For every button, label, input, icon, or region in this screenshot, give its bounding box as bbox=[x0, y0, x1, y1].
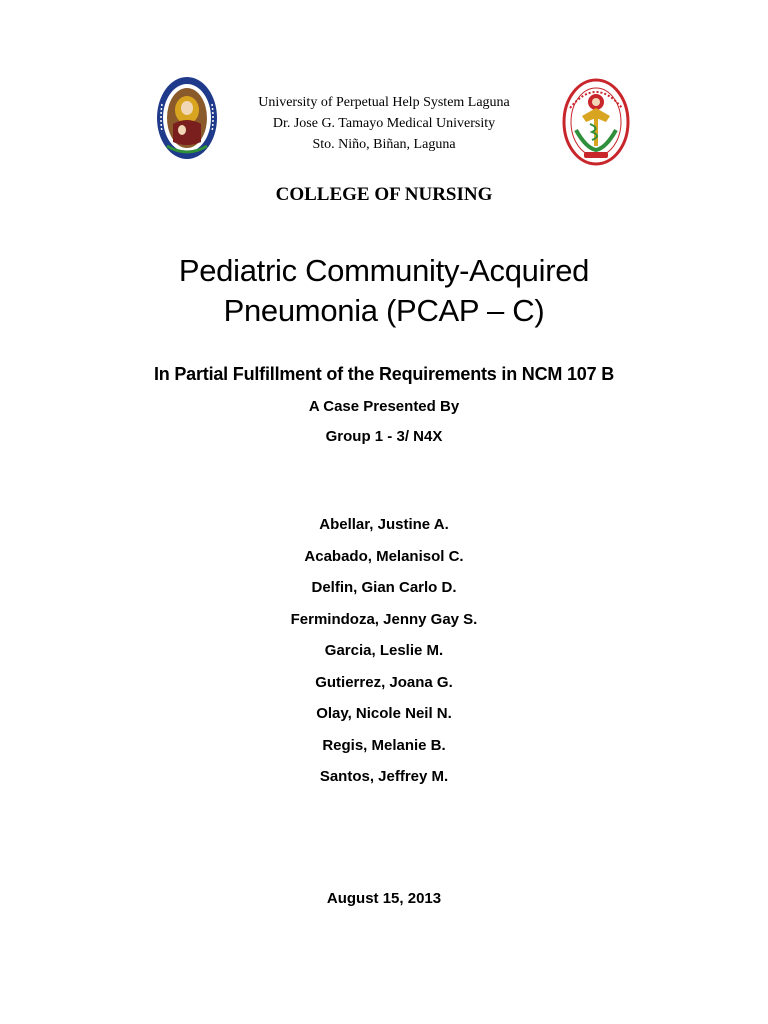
medical-university-seal-icon bbox=[562, 78, 630, 168]
header-university: University of Perpetual Help System Laguna bbox=[258, 95, 510, 110]
member-list bbox=[0, 514, 768, 798]
presented-by: A Case Presented By bbox=[308, 398, 460, 415]
group-label: Group 1 - 3/ N4X bbox=[325, 428, 443, 445]
document-date: August 15, 2013 bbox=[326, 890, 442, 907]
member-name: Regis, Melanie B. bbox=[322, 736, 446, 754]
member-name: Acabado, Melanisol C. bbox=[304, 547, 464, 565]
title-line-1: Pediatric Community-Acquired bbox=[178, 253, 590, 288]
fulfillment-statement: In Partial Fulfillment of the Requirements in NCM 107 B bbox=[153, 364, 615, 384]
member-name: Olay, Nicole Neil N. bbox=[316, 705, 452, 722]
header-medical-university: Dr. Jose G. Tamayo Medical University bbox=[272, 116, 496, 131]
header-location: Sto. Niño, Biñan, Laguna bbox=[312, 137, 456, 152]
member-name: Fermindoza, Jenny Gay S. bbox=[290, 610, 478, 628]
institution-header bbox=[200, 92, 568, 155]
member-name: Delfin, Gian Carlo D. bbox=[311, 579, 457, 596]
college-name: COLLEGE OF NURSING bbox=[275, 184, 493, 205]
member-name: Santos, Jeffrey M. bbox=[319, 768, 449, 785]
member-name: Gutierrez, Joana G. bbox=[315, 673, 453, 691]
title-line-2: Pneumonia (PCAP – C) bbox=[223, 293, 545, 328]
member-name: Garcia, Leslie M. bbox=[324, 642, 444, 659]
member-name: Abellar, Justine A. bbox=[319, 516, 449, 533]
document-title bbox=[60, 251, 708, 331]
